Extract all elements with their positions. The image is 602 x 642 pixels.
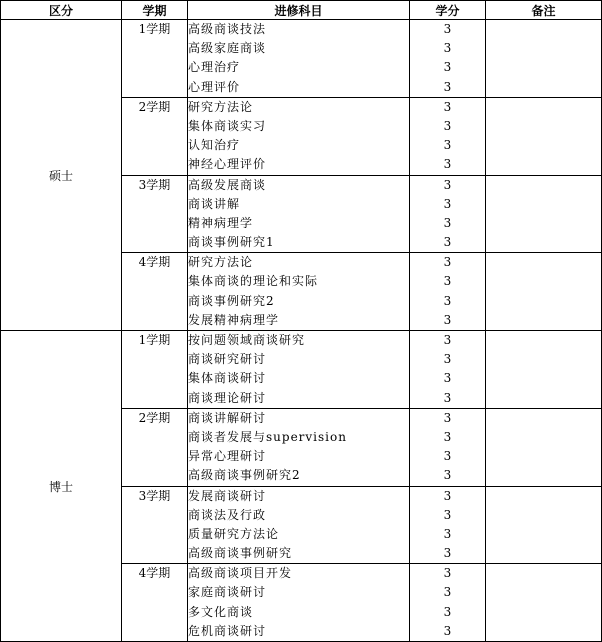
course-name: 异常心理研讨 [188,449,267,464]
course-name: 家庭商谈研讨 [188,585,267,600]
course-name: 研究方法论 [188,99,254,114]
course-credit: 3 [443,488,452,503]
subjects-cell [188,97,410,175]
course-name: 多文化商谈 [188,604,254,619]
course-name: 精神病理学 [188,215,254,230]
credits-cell [410,408,486,486]
course-credit: 3 [443,255,452,270]
division-cell: 硕士 [1,20,122,331]
course-credit: 3 [443,60,452,75]
semester-row [1,20,602,98]
semester-cell: 1学期 [122,20,188,98]
course-name: 心理评价 [188,79,241,94]
course-credit: 3 [443,410,452,425]
course-name: 质量研究方法论 [188,526,280,541]
course-credit: 3 [443,99,452,114]
course-name: 高级发展商谈 [188,177,267,192]
table-header [1,1,602,20]
table-body [1,20,602,642]
course-name: 商谈理论研讨 [188,390,267,405]
semester-cell: 3学期 [122,175,188,253]
course-name: 商谈法及行政 [188,507,267,522]
credits-cell [410,20,486,98]
course-name: 商谈讲解 [188,196,241,211]
semester-cell: 4学期 [122,564,188,642]
course-credit: 3 [443,79,452,94]
course-name: 商谈者发展与supervision [188,429,347,444]
credits-cell [410,175,486,253]
course-credit: 3 [443,449,452,464]
credits-cell [410,331,486,409]
remarks-cell [486,564,602,642]
course-name: 发展商谈研讨 [188,488,267,503]
remarks-cell [486,253,602,331]
course-credit: 3 [443,546,452,561]
credits-cell [410,486,486,564]
remarks-cell [486,175,602,253]
course-name: 集体商谈的理论和实际 [188,274,319,289]
course-credit: 3 [443,604,452,619]
remarks-cell [486,331,602,409]
course-credit: 3 [443,623,452,638]
subjects-cell [188,331,410,409]
semester-cell: 2学期 [122,408,188,486]
course-credit: 3 [443,235,452,250]
course-credit: 3 [443,390,452,405]
course-credit: 3 [443,566,452,581]
course-credit: 3 [443,371,452,386]
course-credit: 3 [443,293,452,308]
course-credit: 3 [443,507,452,522]
course-name: 高级商谈技法 [188,22,267,36]
credits-cell [410,97,486,175]
course-name: 商谈事例研究2 [188,293,275,308]
remarks-cell [486,486,602,564]
header-subjects: 进修科目 [188,1,410,20]
course-name: 集体商谈研讨 [188,371,267,386]
course-name: 认知治疗 [188,138,241,153]
header-semester: 学期 [122,1,188,20]
semester-row [1,331,602,409]
course-name: 研究方法论 [188,255,254,270]
course-credit: 3 [443,215,452,230]
header-remarks: 备注 [486,1,602,20]
course-credit: 3 [443,526,452,541]
course-name: 高级家庭商谈 [188,41,267,56]
credits-cell [410,564,486,642]
course-credit: 3 [443,352,452,367]
remarks-cell [486,20,602,98]
header-division: 区分 [1,1,122,20]
course-credit: 3 [443,196,452,211]
course-credit: 3 [443,41,452,56]
semester-cell: 2学期 [122,97,188,175]
header-row [1,1,602,20]
remarks-cell [486,97,602,175]
course-credit: 3 [443,118,452,133]
subjects-cell [188,175,410,253]
course-credit: 3 [443,274,452,289]
course-name: 商谈研究研讨 [188,352,267,367]
division-cell: 博士 [1,331,122,642]
course-credit: 3 [443,333,452,347]
semester-cell: 4学期 [122,253,188,331]
course-name: 心理治疗 [188,60,241,75]
subjects-cell [188,253,410,331]
course-name: 高级商谈项目开发 [188,566,293,581]
course-credit: 3 [443,312,452,327]
course-name: 神经心理评价 [188,157,267,172]
course-credit: 3 [443,157,452,172]
course-name: 发展精神病理学 [188,312,280,327]
course-name: 高级商谈事例研究2 [188,468,301,483]
course-credit: 3 [443,177,452,192]
subjects-cell [188,20,410,98]
remarks-cell [486,408,602,486]
course-name: 按问题领域商谈研究 [188,333,306,347]
course-credit: 3 [443,585,452,600]
course-name: 商谈讲解研讨 [188,410,267,425]
course-name: 危机商谈研讨 [188,623,267,638]
course-credit: 3 [443,138,452,153]
semester-cell: 1学期 [122,331,188,409]
subjects-cell [188,408,410,486]
subjects-cell [188,564,410,642]
header-credits: 学分 [410,1,486,20]
semester-cell: 3学期 [122,486,188,564]
course-credit: 3 [443,468,452,483]
course-credit: 3 [443,22,452,36]
course-name: 集体商谈实习 [188,118,267,133]
subjects-cell [188,486,410,564]
course-credit: 3 [443,429,452,444]
course-name: 商谈事例研究1 [188,235,275,250]
course-name: 高级商谈事例研究 [188,546,293,561]
credits-cell [410,253,486,331]
